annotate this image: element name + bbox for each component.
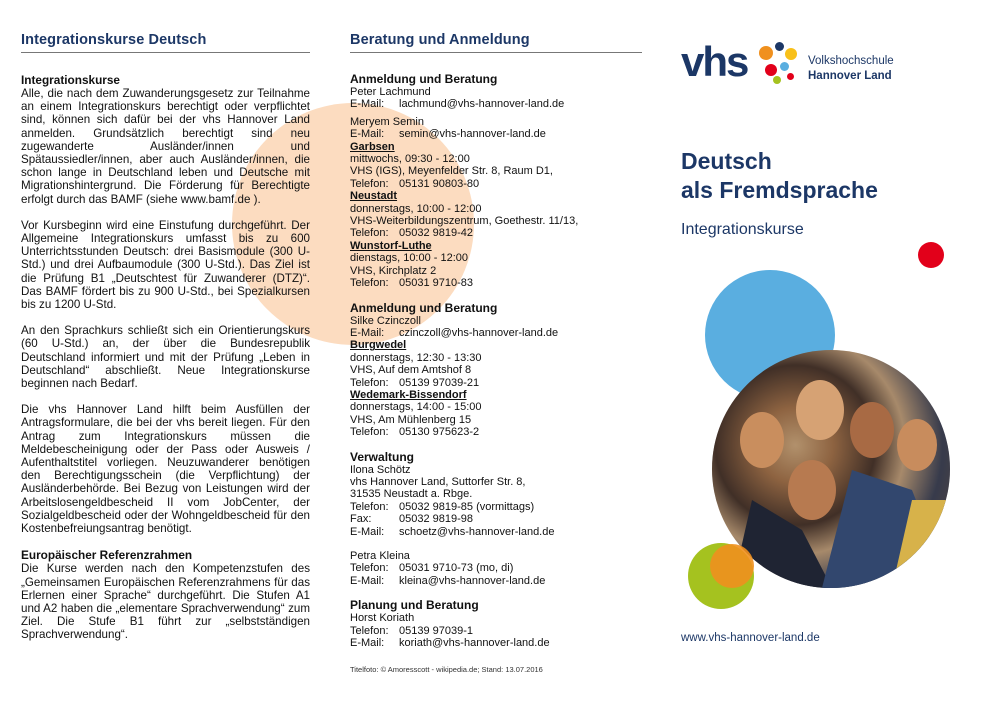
spacer [350, 290, 642, 302]
logo-subtitle-line: Hannover Land [808, 69, 892, 82]
contact-list [350, 73, 642, 677]
phone-label: Telefon: [350, 426, 389, 439]
email-label: E-Mail: [350, 637, 385, 650]
office-hours: dienstags, 10:00 - 12:00 [350, 252, 469, 265]
logo-dot-icon [785, 48, 797, 60]
email-row [350, 98, 642, 110]
email-link[interactable]: semin@vhs-hannover-land.de [399, 128, 546, 141]
paragraph-block [21, 324, 310, 390]
address: 31535 Neustadt a. Rbge. [350, 488, 473, 501]
address: VHS, Am Mühlenberg 15 [350, 413, 472, 426]
logo-dot-icon [775, 42, 784, 51]
website-link[interactable]: www.vhs-hannover-land.de [681, 632, 820, 644]
phone-number: 05031 9710-83 [399, 277, 474, 290]
phone-label: Telefon: [350, 177, 389, 190]
paragraph-orientierungskurs: An den Sprachkurs schließt sich ein Orientierungskurs (60 U-Std.) an, der über die Bundesrepublik Deutschland informiert und mit der Prüfung „Leben in Deutschland“ abschließt. Neue Integrationskurse beginnen nach Bedarf. [21, 324, 310, 391]
location-neustadt: Neustadt [350, 190, 398, 203]
contact-name: Meryem Semin [350, 115, 424, 128]
phone-number: 05131 90803-80 [399, 177, 480, 190]
address: VHS, Auf dem Amtshof 8 [350, 364, 472, 377]
phone-row [350, 227, 642, 239]
middle-column [350, 32, 642, 677]
phone-label: Telefon: [350, 500, 389, 513]
spacer [350, 538, 642, 550]
location-garbsen: Garbsen [350, 140, 395, 153]
phone-label: Telefon: [350, 624, 389, 637]
section-text: Alle, die nach dem Zuwanderungsgesetz zur Teilnahme an einem Integrationskurs berechtigt oder verpflichtet sind, können sich dafür bei der vhs Hannover Land anmelden. Grundsätzlich berechtigt sind neu zugewanderte Ausländer/innen und Spätaussiedler/innen, aber auch Ausländer/innen, die schon lange in Deutschland leben und Deutsche mit Migrationshintergrund. Die Förderung für Berechtigte erfolgt durch das BAMF (siehe www.bamf.de ). [21, 87, 310, 206]
fax-number: 05032 9819-98 [399, 513, 474, 526]
email-link[interactable]: lachmund@vhs-hannover-land.de [399, 98, 565, 111]
contact-name: Ilona Schötz [350, 463, 411, 476]
address: VHS-Weiterbildungszentrum, Goethestr. 11/13, [350, 215, 579, 228]
phone-row [350, 178, 642, 190]
address: VHS, Kirchplatz 2 [350, 264, 437, 277]
logo-subtitle-line: Volkshochschule [808, 55, 894, 67]
address: VHS (IGS), Meyenfelder Str. 8, Raum D1, [350, 165, 553, 178]
address: vhs Hannover Land, Suttorfer Str. 8, [350, 475, 526, 488]
phone-label: Telefon: [350, 562, 389, 575]
email-link[interactable]: kleina@vhs-hannover-land.de [399, 574, 546, 587]
phone-number: 05130 975623-2 [399, 426, 480, 439]
email-label: E-Mail: [350, 128, 385, 141]
phone-row [350, 277, 642, 289]
fax-label: Fax: [350, 513, 372, 526]
logo-dot-icon [787, 73, 794, 80]
phone-number: 05139 97039-21 [399, 376, 480, 389]
logo-dot-icon [780, 62, 789, 71]
phone-number: 05139 97039-1 [399, 624, 474, 637]
photo-credit-note: Titelfoto: © Amoresscott - wikipedia.de; Stand: 13.07.2016 [350, 665, 543, 675]
phone-row [350, 625, 642, 637]
logo-dot-icon [773, 76, 781, 84]
location-wunstorf: Wunstorf-Luthe [350, 239, 432, 252]
page-title [681, 147, 878, 205]
contact-name: Horst Koriath [350, 612, 415, 625]
office-hours: donnerstags, 14:00 - 15:00 [350, 401, 482, 414]
location-wedemark: Wedemark-Bissendorf [350, 388, 467, 401]
section-title: Europäischer Referenzrahmen [21, 548, 193, 563]
office-hours: donnerstags, 12:30 - 13:30 [350, 351, 482, 364]
office-hours: mittwochs, 09:30 - 12:00 [350, 153, 470, 166]
paragraph-kursbeginn: Vor Kursbeginn wird eine Einstufung durchgeführt. Der Allgemeine Integrationskurs umfasst bis zu 600 Unterrichtsstunden Deutsch: drei Basismodule (300 U-Std.) und drei Aufbaumodule (300 U-Std.). Das Ziel ist die Prüfung B1 „Deutschtest für Zuwanderer (DTZ)“. Das BAMF fördert bis zu 900 U-Std., bei Spezialkursen bis zu 1200 U-Std. [21, 218, 310, 312]
phone-number: 05032 9819-85 (vormittags) [399, 500, 535, 513]
email-row [350, 637, 642, 649]
vhs-logo-text: vhs [681, 38, 748, 85]
phone-row [350, 562, 642, 574]
email-label: E-Mail: [350, 98, 385, 111]
contact-heading: Verwaltung [350, 449, 415, 464]
section-text: Die Kurse werden nach den Kompetenzstufen des „Gemeinsamen Europäischen Referenzrahmens für das Erlernen einer Sprache“ durchgeführt. Die Stufen A1 und A2 haben die „elementare Sprachverwendung“ zum Ziel. Die Stufe B1 führt zur „selbstständigen Sprachverwendung“. [21, 562, 310, 642]
location-burgwedel: Burgwedel [350, 339, 407, 352]
contact-heading: Anmeldung und Beratung [350, 300, 498, 315]
phone-number: 05032 9819-42 [399, 227, 474, 240]
logo-dot-icon [759, 46, 773, 60]
email-label: E-Mail: [350, 574, 385, 587]
email-row [350, 327, 642, 339]
referenzrahmen-section [21, 548, 310, 641]
phone-row [350, 377, 642, 389]
email-row [350, 575, 642, 587]
title-line: Deutsch [681, 148, 772, 174]
page-subtitle: Integrationskurse [681, 221, 804, 238]
email-label: E-Mail: [350, 326, 385, 339]
contact-name: Petra Kleina [350, 550, 410, 562]
logo-subtitle [808, 54, 894, 83]
office-hours: donnerstags, 10:00 - 12:00 [350, 202, 482, 215]
email-link[interactable]: schoetz@vhs-hannover-land.de [399, 525, 555, 538]
left-column-heading: Integrationskurse Deutsch [21, 32, 310, 53]
email-row [350, 128, 642, 140]
email-link[interactable]: czinczoll@vhs-hannover-land.de [399, 326, 559, 339]
paragraph-block [21, 219, 310, 311]
left-column [21, 32, 310, 655]
phone-label: Telefon: [350, 277, 389, 290]
phone-label: Telefon: [350, 227, 389, 240]
email-link[interactable]: koriath@vhs-hannover-land.de [399, 637, 550, 650]
spacer [350, 439, 642, 451]
decorative-red-dot [918, 242, 944, 268]
fax-row [350, 513, 642, 525]
middle-column-heading: Beratung und Anmeldung [350, 32, 642, 53]
phone-label: Telefon: [350, 376, 389, 389]
contact-heading: Planung und Beratung [350, 598, 479, 613]
contact-heading: Anmeldung und Beratung [350, 72, 498, 86]
email-row [350, 526, 642, 538]
phone-row [350, 426, 642, 438]
email-label: E-Mail: [350, 525, 385, 538]
contact-name: Silke Czinczoll [350, 314, 421, 327]
contact-name: Peter Lachmund [350, 86, 431, 98]
paragraph-block [21, 403, 310, 535]
phone-number: 05031 9710-73 (mo, di) [399, 562, 514, 575]
integrationskurse-section [21, 73, 310, 206]
logo-dot-icon [765, 64, 777, 76]
phone-row [350, 501, 642, 513]
decorative-orange-circle [710, 544, 754, 588]
paragraph-antrag: Die vhs Hannover Land hilft beim Ausfüllen der Antragsformulare, die bei der vhs bereit liegen. Für den Antrag zum Integrationskurs müssen die Meldebescheinigung oder der Pass oder Ausweis / Aufenthaltstitel vorliegen. Neuzuwanderer benötigen den Berechtigungsschein (die Verpflichtung) der Ausländerbehörde. Bei Bezug von Leistungen wird der Arbeitslosengeldbescheid II vom JobCenter, der Sozialgeldbescheid oder der Wohngeldbescheid für den Kostenbefreiungsantrag benötigt. [21, 403, 310, 536]
section-title: Integrationskurse [21, 73, 120, 87]
title-line: als Fremdsprache [681, 177, 878, 203]
